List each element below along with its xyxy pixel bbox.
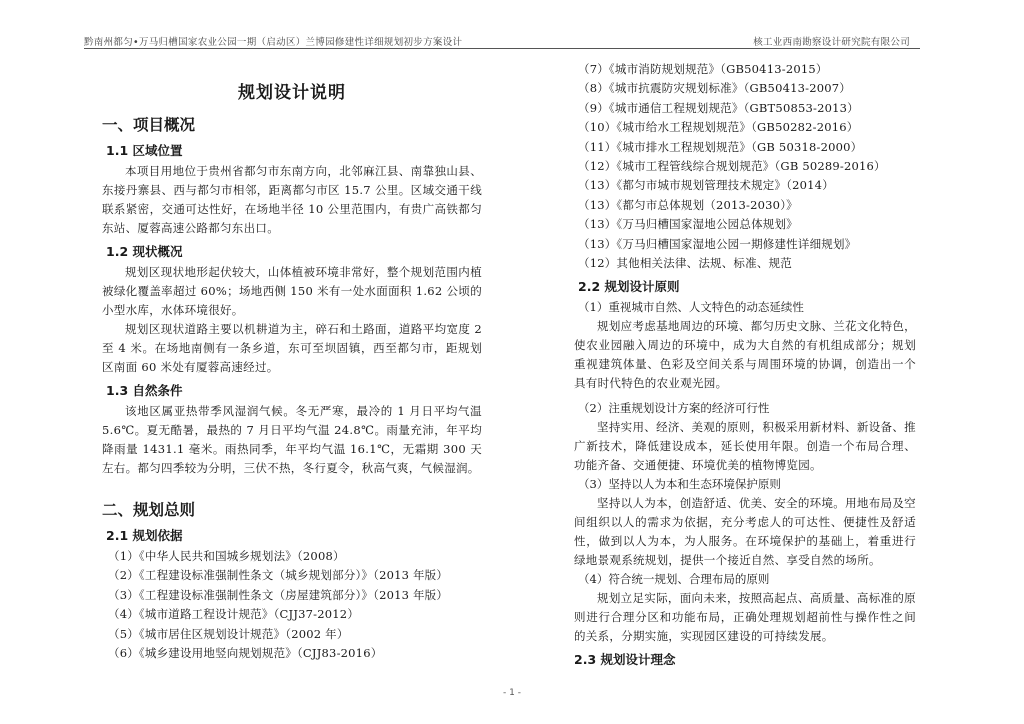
section-2-heading: 二、规划总则 (102, 501, 196, 519)
principle-2-text: 坚持实用、经济、美观的原则，积极采用新材料、新设备、推广新技术，降低建设成本，延长使用年限。创造一个布局合理、功能齐备、交通便捷、环境优美的植物博览园。 (574, 420, 916, 473)
principle-4-heading: （4）符合统一规划、合理布局的原则 (578, 572, 770, 587)
reference-item: （6）《城乡建设用地竖向规划规范》（CJJ83-2016） (108, 646, 383, 661)
reference-item: （4）《城市道路工程设计规范》（CJJ37-2012） (108, 607, 360, 622)
reference-item: （13）《万马归槽国家湿地公园总体规划》 (578, 217, 798, 232)
reference-item: （10）《城市给水工程规划规范》（GB50282-2016） (578, 120, 859, 135)
principle-3-text: 坚持以人为本，创造舒适、优美、安全的环境。用地布局及空间组织以人的需求为依据，充分考虑人的可达性、便捷性及舒适性，做到以人为本，为人服务。在环境保护的基础上，着重进行绿地景观系统规划，提供一个接近自然、享受自然的场所。 (574, 496, 916, 568)
section-1-2-heading: 1.2 现状概况 (106, 244, 183, 259)
reference-item: （7）《城市消防规划规范》（GB50413-2015） (578, 62, 828, 76)
reference-item: （13）《都匀市总体规划（2013-2030）》 (578, 197, 798, 212)
references-list-right (574, 60, 916, 273)
reference-item: （5）《城市居住区规划设计规范》（2002 年） (108, 626, 349, 641)
reference-item: （12）其他相关法律、法规、标准、规范 (578, 256, 792, 271)
section-1-3-text: 该地区属亚热带季风湿润气候。冬无严寒，最冷的 1 月日平均气温5.6℃。夏无酷暑，最热的 7 月日平均气温 24.8℃。雨量充沛，年平均降雨量 1431.1 毫米。雨热同季，年平均气温 16.1℃，无霜期 300 天左右。都匀四季较为分明，三伏不热，冬行夏令，秋高气爽，气候湿润。 (102, 404, 482, 475)
section-2-1-heading: 2.1 规划依据 (106, 528, 183, 543)
header-left-text: 黔南州都匀•万马归槽国家农业公园一期（启动区）兰博园修建性详细规划初步方案设计 (84, 37, 463, 48)
section-2-3-heading: 2.3 规划设计理念 (574, 652, 676, 668)
document-title: 规划设计说明 (238, 83, 346, 103)
principle-2-heading: （2）注重规划设计方案的经济可行性 (578, 401, 770, 416)
reference-item: （9）《城市通信工程规划规范》（GBT50853-2013） (578, 100, 859, 115)
reference-item: （13）《都匀市城市规划管理技术规定》（2014） (578, 178, 834, 193)
left-column (102, 60, 482, 663)
header-rule (84, 48, 920, 49)
references-list-left (102, 547, 482, 663)
section-1-2-text-2: 规划区现状道路主要以机耕道为主，碎石和土路面，道路平均宽度 2至 4 米。在场地南侧有一条乡道，东可至坝固镇，西至都匀市，距规划区南面 60 米处有厦蓉高速经过。 (102, 322, 482, 374)
reference-item: （11）《城市排水工程规划规范》（GB 50318-2000） (578, 139, 863, 154)
section-1-1-text: 本项目用地位于贵州省都匀市东南方向，北邻麻江县、南靠独山县、东接丹寨县、西与都匀市相邻，距离都匀市区 15.7 公里。区域交通干线联系紧密，交通可达性好，在场地半径 10 公里范围内，有贵广高铁都匀东站、厦蓉高速公路都匀东出口。 (102, 164, 482, 235)
principle-1-text: 规划应考虑基地周边的环境、都匀历史文脉、兰花文化特色，使农业园融入周边的环境中，成为大自然的有机组成部分；规划重视建筑体量、色彩及空间关系与周围环境的协调，创造出一个具有时代特色的农业观光园。 (574, 319, 916, 391)
section-1-1-heading: 1.1 区域位置 (106, 143, 183, 158)
section-2-2-heading: 2.2 规划设计原则 (578, 279, 680, 295)
right-column (574, 60, 916, 671)
reference-item: （8）《城市抗震防灾规划标准》（GB50413-2007） (578, 81, 851, 96)
section-1-3-heading: 1.3 自然条件 (106, 383, 183, 398)
principle-4-text: 规划立足实际，面向未来，按照高起点、高质量、高标准的原则进行合理分区和功能布局，正确处理规划超前性与操作性之间的关系，分期实施，实现园区建设的可持续发展。 (574, 591, 916, 644)
reference-item: （1）《中华人民共和国城乡规划法》（2008） (108, 549, 345, 563)
section-1-2-text-1: 规划区现状地形起伏较大，山体植被环境非常好，整个规划范围内植被绿化覆盖率超过 60%；场地西侧 150 米有一处水面面积 1.62 公顷的小型水库，水体环境很好。 (102, 265, 482, 317)
principle-3-heading: （3）坚持以人为本和生态环境保护原则 (578, 477, 781, 492)
page-number: - 1 - (503, 688, 521, 698)
reference-item: （2）《工程建设标准强制性条文（城乡规划部分）》（2013 年版） (108, 568, 449, 583)
header-right-text: 核工业西南勘察设计研究院有限公司 (753, 37, 910, 48)
reference-item: （3）《工程建设标准强制性条文（房屋建筑部分）》（2013 年版） (108, 587, 449, 602)
section-1-heading: 一、项目概况 (102, 116, 196, 134)
reference-item: （12）《城市工程管线综合规划规范》（GB 50289-2016） (578, 159, 886, 174)
principle-1-heading: （1）重视城市自然、人文特色的动态延续性 (578, 300, 804, 315)
reference-item: （13）《万马归槽国家湿地公园一期修建性详细规划》 (578, 236, 857, 251)
